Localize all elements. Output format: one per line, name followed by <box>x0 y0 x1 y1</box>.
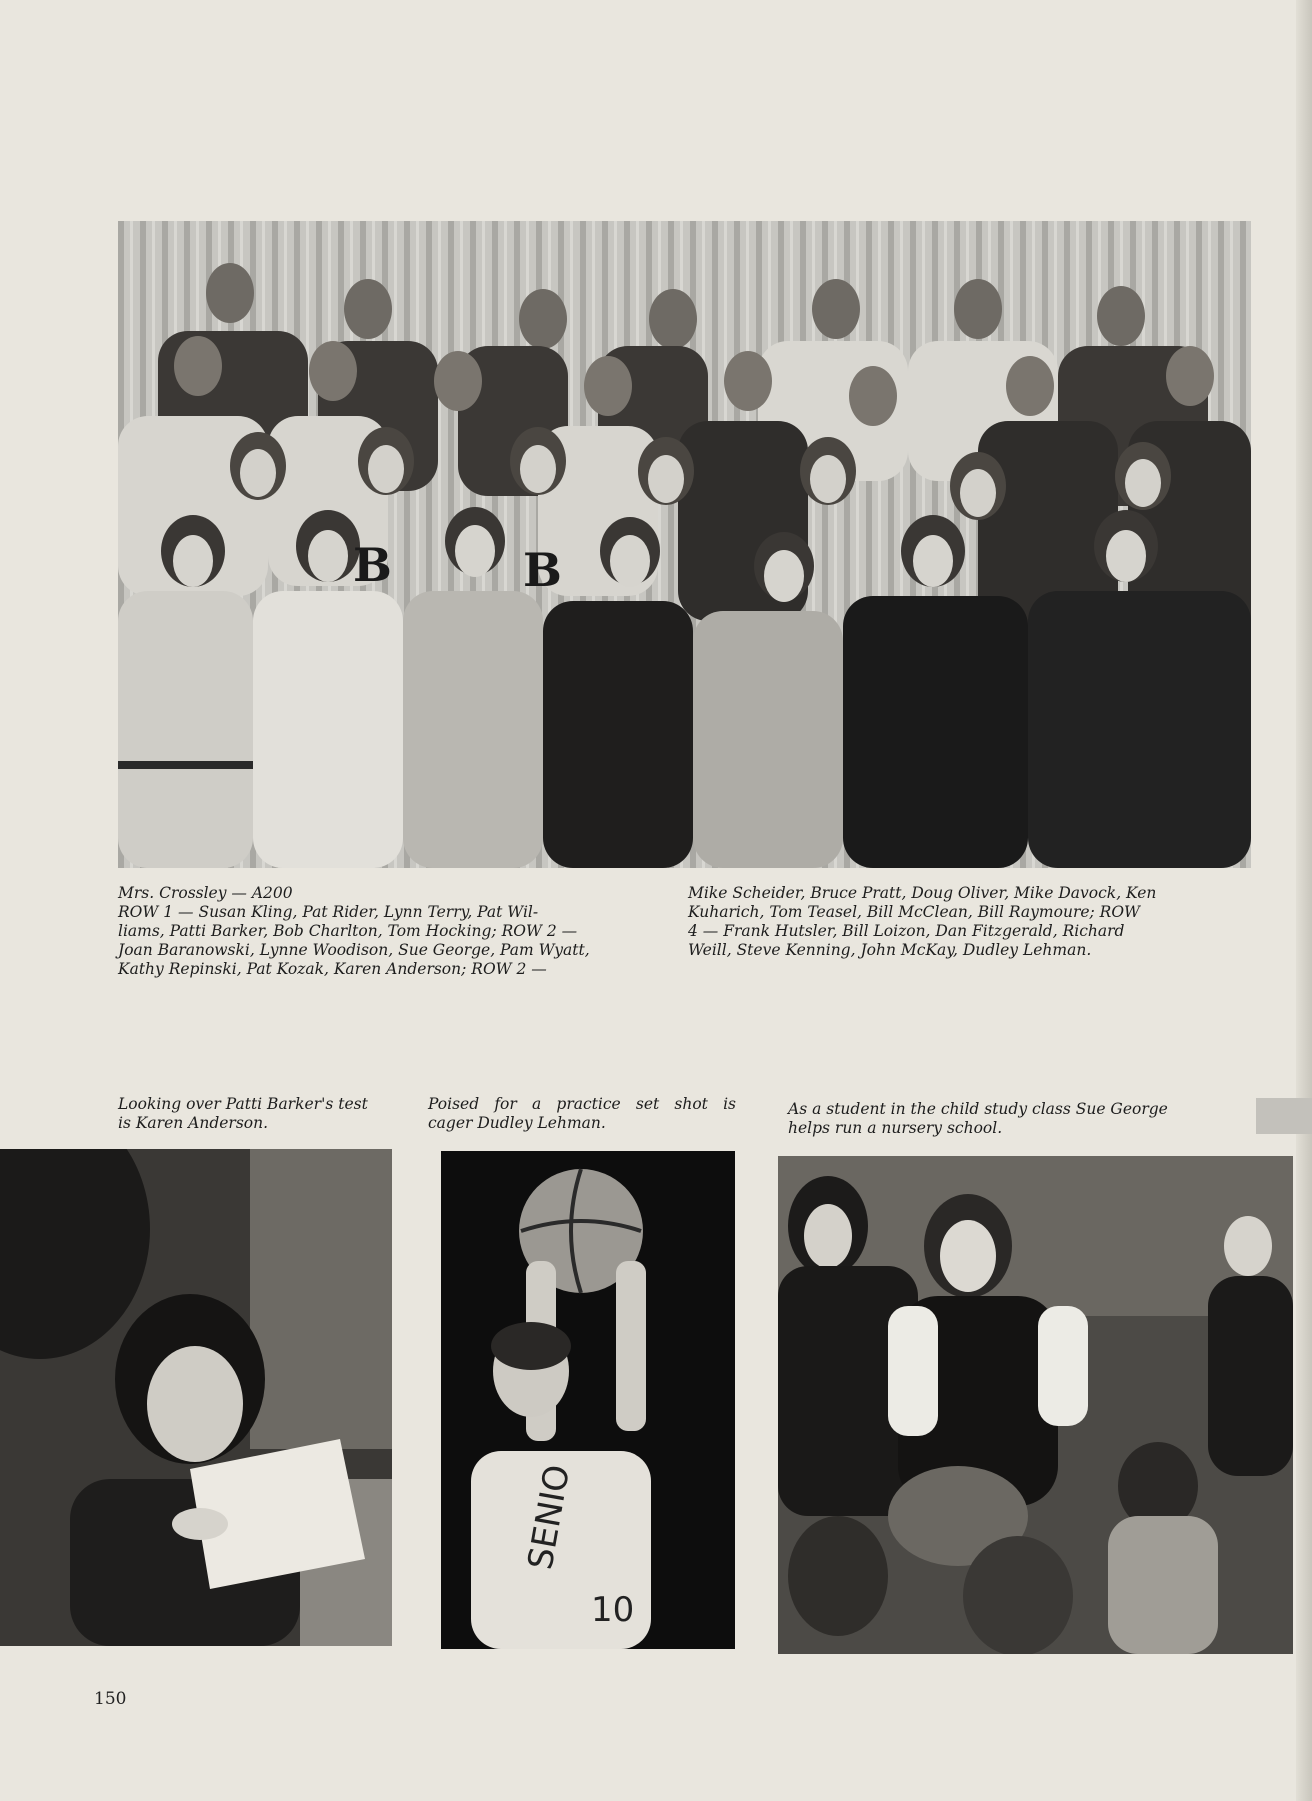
caption-line: Weill, Steve Kenning, John McKay, Dudley Lehman. <box>688 941 1092 959</box>
reading-photo <box>0 1149 392 1646</box>
basketball-photo-caption <box>428 1095 736 1133</box>
group-photo <box>118 221 1251 868</box>
reading-photo-caption <box>118 1095 400 1133</box>
caption-line: ROW 1 — Susan Kling, Pat Rider, Lynn Terry, Pat Wil- <box>118 903 539 921</box>
caption-line: Joan Baranowski, Lynne Woodison, Sue George, Pam Wyatt, <box>118 941 590 959</box>
caption-line: is Karen Anderson. <box>118 1114 269 1132</box>
group-photo-caption-right <box>688 884 1248 960</box>
svg-text:10: 10 <box>591 1590 635 1630</box>
caption-line: Poised for a practice set shot is <box>428 1095 736 1113</box>
caption-line: As a student in the child study class Sue George <box>788 1100 1168 1118</box>
caption-line: Mike Scheider, Bruce Pratt, Doug Oliver, Mike Davock, Ken <box>688 884 1157 902</box>
group-photo-image <box>118 221 1251 868</box>
caption-line: helps run a nursery school. <box>788 1119 1003 1137</box>
page-edge-tab <box>1256 1098 1312 1134</box>
caption-line: cager Dudley Lehman. <box>428 1114 606 1132</box>
page-number: 150 <box>94 1689 127 1709</box>
svg-text:B: B <box>353 538 392 592</box>
caption-line: Kathy Repinski, Pat Kozak, Karen Anderson; ROW 2 — <box>118 960 547 978</box>
svg-text:B: B <box>523 543 562 597</box>
caption-line: 4 — Frank Hutsler, Bill Loizon, Dan Fitzgerald, Richard <box>688 922 1125 940</box>
basketball-photo <box>441 1151 735 1649</box>
caption-line: Kuharich, Tom Teasel, Bill McClean, Bill Raymoure; ROW <box>688 903 1140 921</box>
caption-line: Looking over Patti Barker's test <box>118 1095 368 1113</box>
caption-line: liams, Patti Barker, Bob Charlton, Tom Hocking; ROW 2 — <box>118 922 578 940</box>
basketball-photo-image <box>441 1151 735 1649</box>
nursery-photo-caption <box>788 1100 1248 1138</box>
nursery-photo-image <box>778 1156 1293 1654</box>
svg-text:SENIO: SENIO <box>520 1461 579 1573</box>
nursery-photo <box>778 1156 1293 1654</box>
caption-line: Mrs. Crossley — A200 <box>118 884 293 902</box>
group-photo-caption-left <box>118 884 653 979</box>
page-edge <box>1296 0 1312 1801</box>
reading-photo-image <box>0 1149 392 1646</box>
